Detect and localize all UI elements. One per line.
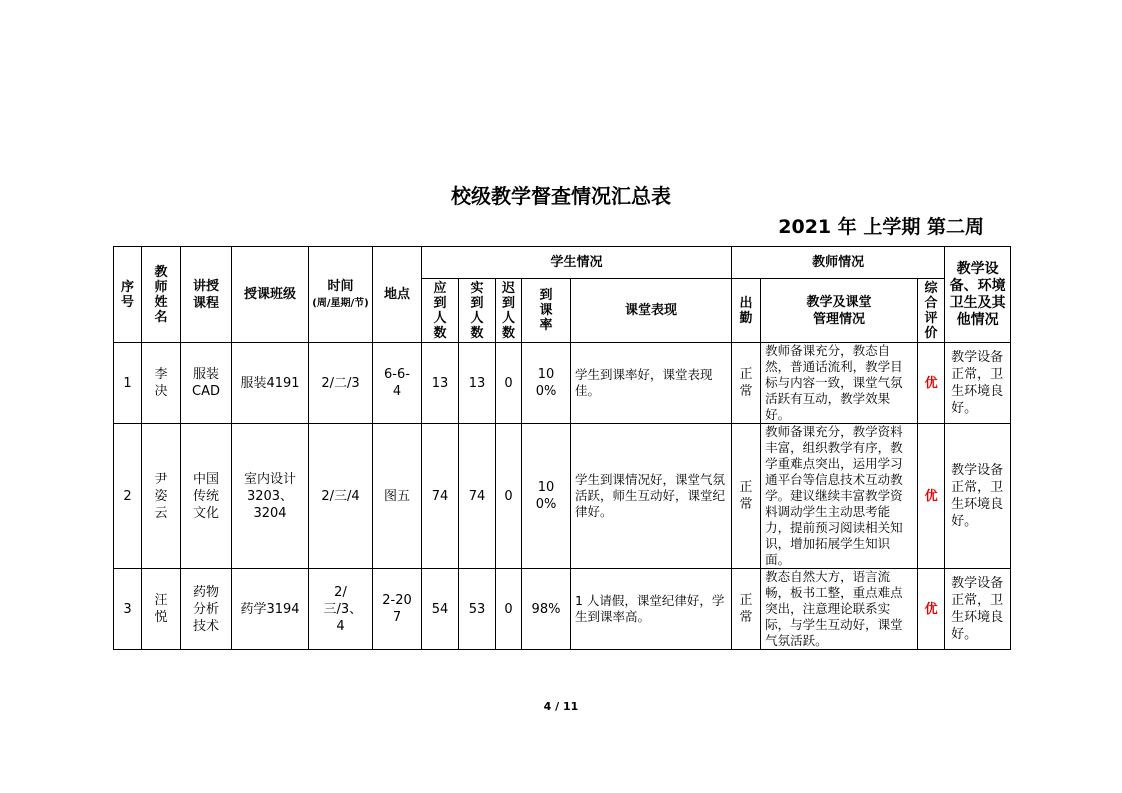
cell-time: 2/三/4 — [309, 424, 373, 569]
cell-expected: 74 — [422, 424, 459, 569]
cell-rate: 100% — [522, 343, 571, 424]
cell-management: 教师备课充分，教态自然，普通话流利，教学目标与内容一致，课堂气氛活跃有互动，教学效果好。 — [761, 343, 918, 424]
cell-expected: 13 — [422, 343, 459, 424]
cell-evaluation: 优 — [918, 424, 945, 569]
table-row — [114, 569, 1011, 650]
header-course: 讲授课程 — [181, 247, 232, 343]
cell-class: 室内设计3203、3204 — [232, 424, 309, 569]
cell-course: 药物分析技术 — [181, 569, 232, 650]
header-time-note: (周/星期/节) — [312, 297, 369, 309]
header-time — [309, 247, 373, 343]
cell-performance: 学生到课情况好，课堂气氛活跃，师生互动好，课堂纪律好。 — [571, 424, 732, 569]
document-title: 校级教学督查情况汇总表 — [451, 184, 671, 208]
header-performance: 课堂表现 — [571, 279, 732, 343]
cell-seq: 3 — [114, 569, 142, 650]
cell-rate: 98% — [522, 569, 571, 650]
cell-seq: 2 — [114, 424, 142, 569]
table-row — [114, 343, 1011, 424]
header-environment: 教学设备、环境卫生及其他情况 — [945, 247, 1011, 343]
cell-class: 药学3194 — [232, 569, 309, 650]
cell-evaluation: 优 — [918, 343, 945, 424]
cell-rate: 100% — [522, 424, 571, 569]
cell-teacher: 尹姿云 — [142, 424, 181, 569]
header-place: 地点 — [373, 247, 422, 343]
cell-place: 6-6-4 — [373, 343, 422, 424]
header-teacher: 教师姓名 — [142, 247, 181, 343]
table-row — [114, 424, 1011, 569]
header-class: 授课班级 — [232, 247, 309, 343]
cell-place: 图五 — [373, 424, 422, 569]
cell-evaluation: 优 — [918, 569, 945, 650]
term-week-label: 2021 年 上学期 第二周 — [778, 216, 984, 238]
header-expected: 应到人数 — [422, 279, 459, 343]
cell-actual: 13 — [459, 343, 496, 424]
header-time-label: 时间 — [327, 278, 354, 294]
cell-late: 0 — [496, 343, 522, 424]
cell-performance: 1 人请假，课堂纪律好，学生到课率高。 — [571, 569, 732, 650]
cell-management: 教态自然大方，语言流畅，板书工整，重点难点突出，注意理论联系实际，与学生互动好，课堂气氛活跃。 — [761, 569, 918, 650]
cell-late: 0 — [496, 569, 522, 650]
cell-performance: 学生到课率好，课堂表现佳。 — [571, 343, 732, 424]
cell-seq: 1 — [114, 343, 142, 424]
cell-teacher: 汪悦 — [142, 569, 181, 650]
cell-attendance: 正常 — [732, 424, 761, 569]
page-number: 4 / 11 — [543, 700, 579, 713]
cell-late: 0 — [496, 424, 522, 569]
header-actual: 实到人数 — [459, 279, 496, 343]
supervision-table — [113, 246, 1011, 650]
cell-place: 2-207 — [373, 569, 422, 650]
cell-actual: 53 — [459, 569, 496, 650]
cell-management: 教师备课充分，教学资料丰富，组织教学有序，教学重难点突出，运用学习通平台等信息技术互动教学。建议继续丰富教学资料调动学生主动思考能力，提前预习阅读相关知识，增加拓展学生知识面。 — [761, 424, 918, 569]
cell-teacher: 李决 — [142, 343, 181, 424]
header-rate: 到课率 — [522, 279, 571, 343]
cell-environment: 教学设备正常，卫生环境良好。 — [945, 424, 1011, 569]
cell-attendance: 正常 — [732, 343, 761, 424]
header-evaluation: 综合评价 — [918, 279, 945, 343]
cell-environment: 教学设备正常，卫生环境良好。 — [945, 569, 1011, 650]
cell-time: 2/二/3 — [309, 343, 373, 424]
cell-class: 服装4191 — [232, 343, 309, 424]
header-student-group: 学生情况 — [422, 247, 732, 279]
header-late: 迟到人数 — [496, 279, 522, 343]
cell-time: 2/三/3、4 — [309, 569, 373, 650]
cell-course: 中国传统文化 — [181, 424, 232, 569]
header-attendance: 出勤 — [732, 279, 761, 343]
cell-expected: 54 — [422, 569, 459, 650]
cell-attendance: 正常 — [732, 569, 761, 650]
cell-environment: 教学设备正常，卫生环境良好。 — [945, 343, 1011, 424]
cell-actual: 74 — [459, 424, 496, 569]
header-teacher-group: 教师情况 — [732, 247, 945, 279]
header-management: 教学及课堂管理情况 — [761, 279, 918, 343]
cell-course: 服装CAD — [181, 343, 232, 424]
header-seq: 序号 — [114, 247, 142, 343]
